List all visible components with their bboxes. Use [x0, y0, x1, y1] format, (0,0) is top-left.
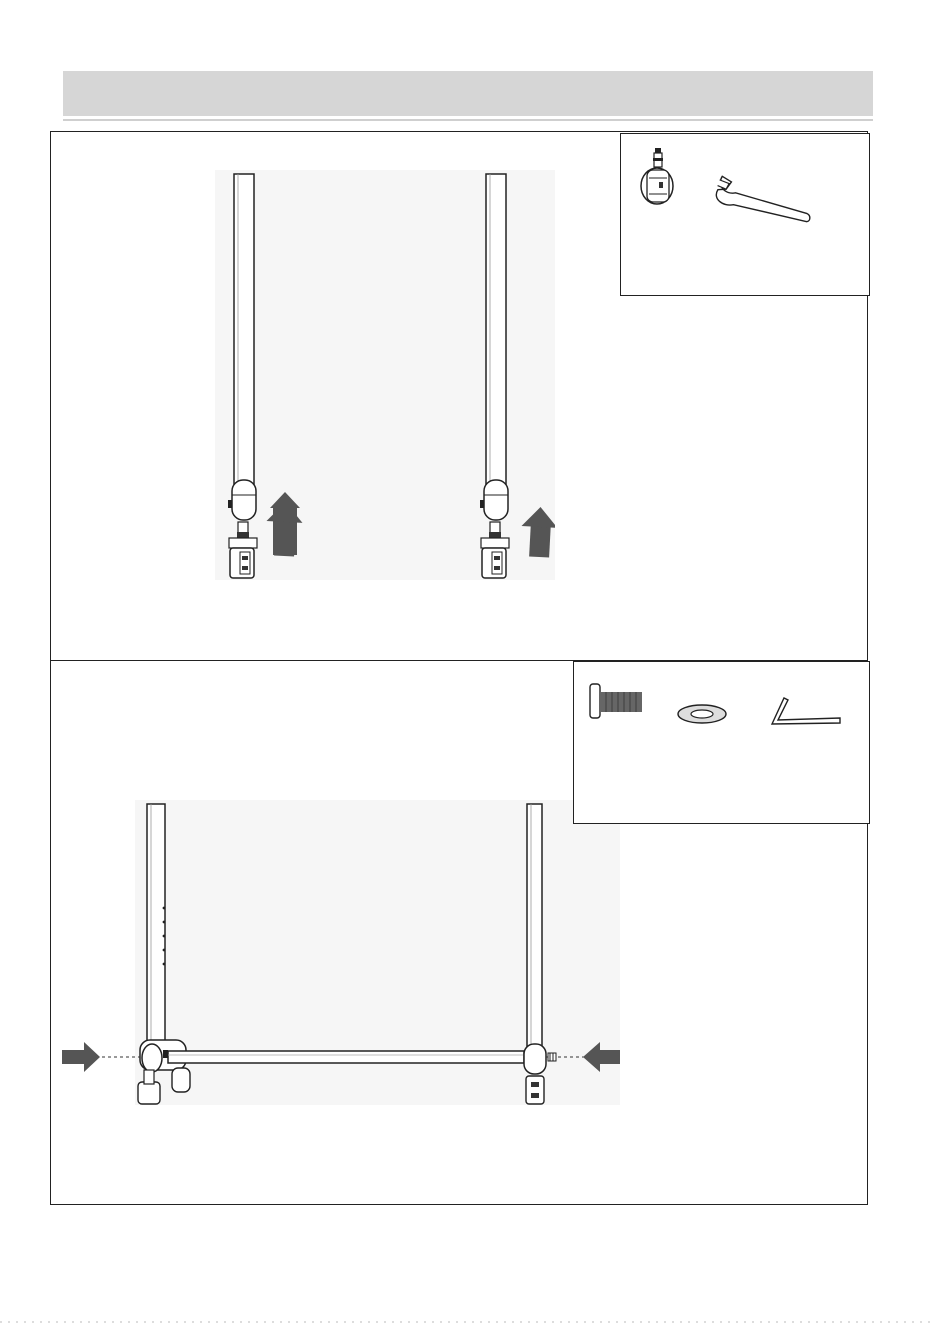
upright-right	[524, 804, 546, 1104]
washer-icon	[678, 705, 726, 723]
header-divider	[63, 119, 873, 121]
wrench-icon	[714, 176, 814, 222]
page-header-bar	[63, 71, 873, 116]
caster-wheel-icon	[641, 148, 673, 204]
step-1-illustration	[215, 170, 555, 580]
bolt-icon	[590, 684, 642, 718]
arrow-right-left	[62, 1042, 100, 1072]
page-bottom-edge	[0, 1320, 933, 1324]
parts-box-step-1	[620, 133, 870, 296]
parts-box-step-2	[573, 661, 870, 824]
crossbar	[168, 1051, 524, 1063]
step-2-illustration	[60, 800, 625, 1110]
bolt-small-right	[548, 1053, 556, 1061]
allen-key-icon	[772, 698, 840, 724]
